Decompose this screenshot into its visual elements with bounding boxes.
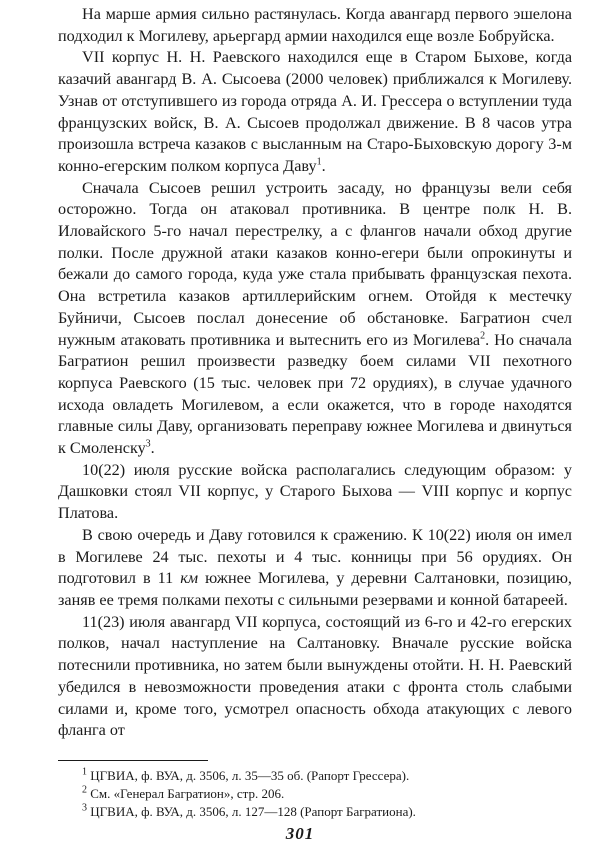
page-number: 301 [285, 824, 315, 843]
footnote-divider [58, 760, 208, 761]
footnote-2: $^2$ См. «Генерал Багратион», стр. 206. [82, 784, 285, 801]
footnote-1: $^1$ ЦГВИА, ф. ВУА, д. 3506, л. 35—35 об. (Рапорт Грессера). [82, 766, 410, 783]
paragraph-4: 10(22) июля русские войска располагались следующим образом: у Дашковки стоял VII корпус, у Старого Быхова — VIII корпус и корпус Платова. [58, 460, 572, 523]
paragraph-3: Сначала Сысоев решил устроить засаду, но французы вели себя осторожно. Тогда он атаковал противника. В центре полк Н. В. Иловайского 5-го начал перестрелку, а с флангов начали обход другие полки. После дружной атаки казаков конно-егери были опрокинуты и бежали до самого города, куда уже стала прибывать французская пехота. Она встретила казаков артиллерийским огнем. Отойдя к местечку Буйничи, Сысоев послал донесение об обстановке. Багратион счел нужным атаковать противника и вытеснить его из Могилева$^2$. Но сначала Багратион решил произвести разведку боем силами VII пехотного корпуса Раевского (15 тыс. человек при 72 орудиях), в случае удачного исхода овладеть Могилевом, а если окажется, что в городе находятся главные силы Даву, организовать переправу южнее Могилева и двинуться к Смоленску$^3$. [58, 178, 572, 458]
footnote-ref-1: 1 [316, 156, 322, 168]
unit-km: км [180, 569, 199, 588]
paragraph-1: На марше армия сильно растянулась. Когда авангард первого эшелона подходил к Могилеву, арьергард армии находился еще возле Бобруйска. [58, 5, 572, 45]
paragraph-5: В свою очередь и Даву готовился к сражению. К 10(22) июля он имел в Могилеве 24 тыс. пехоты и 4 тыс. конницы при 56 орудиях. Он подготовил в 11 км южнее Могилева, у деревни Салтановки, позицию, заняв ее тремя полками пехоты с сильными резервами и конной батареей. [58, 525, 572, 609]
body-text [58, 4, 572, 742]
paragraph-6: 11(23) июля авангард VII корпуса, состоящий из 6-го и 42-го егерских полков, начал наступление на Салтановку. Вначале русские войска потеснили противника, но затем были вынуждены отойти. Н. Н. Раевский убедился в невозможности проведения атаки с фронта столь слабыми силами и, кроме того, усмотрел опасность обхода атакующих с левого фланга от [58, 612, 572, 740]
footnotes [58, 760, 572, 821]
paragraph-2: VII корпус Н. Н. Раевского находился еще в Старом Быхове, когда казачий авангард В. А. Сысоева (2000 человек) приближался к Могилеву. Узнав от отступившего из города отряда А. И. Грессера о вступлении туда французских войск, В. А. Сысоев продолжал движение. В 8 часов утра произошла встреча казаков с высланным на Старо-Быховскую дорогу 3-м конно-егерским полком корпуса Даву$^1$. [58, 48, 572, 175]
footnote-ref-2: 2 [480, 330, 486, 342]
footnote-3: $^3$ ЦГВИА, ф. ВУА, д. 3506, л. 127—128 (Рапорт Багратиона). [82, 802, 416, 819]
footnote-ref-3: 3 [145, 438, 151, 450]
